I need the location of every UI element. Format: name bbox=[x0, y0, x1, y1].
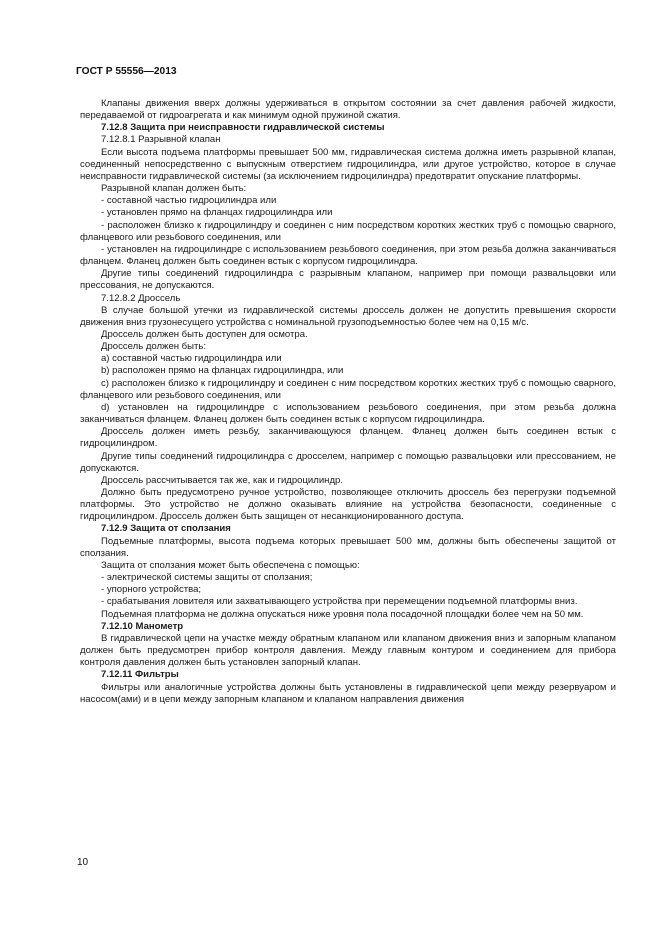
document-header: ГОСТ Р 55556—2013 bbox=[76, 66, 177, 77]
paragraph: Клапаны движения вверх должны удерживаться в открытом состоянии за счет давления рабочей жидкости, передаваемой от гидроагрегата и как минимум одной пружиной сжатия. bbox=[80, 98, 616, 122]
paragraph: Разрывной клапан должен быть: bbox=[101, 183, 247, 195]
list-item: - установлен на гидроцилиндре с использованием резьбового соединения, при этом резьба должна заканчиваться фланцем. Фланец должен быть соединен встык с корпусом гидроцилиндра. bbox=[80, 243, 616, 268]
list-item: - расположен близко к гидроцилиндру и соединен с ним посредством коротких жестких труб с помощью сварного, фланцевого или резьбового соединения, или bbox=[80, 219, 616, 243]
list-item: - срабатывания ловителя или захватывающего устройства при перемещении подъемной платформы вниз. bbox=[101, 596, 578, 608]
list-item: c) расположен близко к гидроцилиндру и соединен с ним посредством коротких жестких труб с помощью сварного, фланцевого или резьбового соединения, или bbox=[80, 377, 616, 401]
list-item: - электрической системы защиты от сползания; bbox=[101, 572, 313, 584]
paragraph: Дроссель должен быть доступен для осмотра. bbox=[101, 328, 308, 340]
paragraph: В гидравлической цепи на участке между обратным клапаном или клапаном движения вниз и запорным клапаном должен быть предусмотрен прибор контроля давления. Между главным контуром и соединением для прибора контроля давления должен быть установлен запорный клапан. bbox=[80, 632, 616, 669]
paragraph: Подъемные платформы, высота подъема которых превышает 500 мм, должны быть обеспечены защитой от сползания. bbox=[80, 535, 616, 559]
document-body bbox=[80, 98, 616, 706]
paragraph: Подъемная платформа не должна опускаться ниже уровня пола посадочной площадки более чем на 50 мм. bbox=[101, 608, 584, 620]
list-item: - составной частью гидроцилиндра или bbox=[101, 195, 277, 207]
page-number: 10 bbox=[77, 857, 89, 868]
subsection-heading: 7.12.8.2 Дроссель bbox=[101, 292, 181, 304]
paragraph: Дроссель рассчитывается так же, как и гидроцилиндр. bbox=[101, 474, 343, 486]
paragraph: Защита от сползания может быть обеспечена с помощью: bbox=[101, 559, 360, 571]
list-item: - установлен прямо на фланцах гидроцилиндра или bbox=[101, 207, 333, 219]
list-item: - упорного устройства; bbox=[101, 584, 202, 596]
section-heading: 7.12.10 Манометр bbox=[101, 620, 184, 632]
paragraph: В случае большой утечки из гидравлической системы дроссель должен не допустить превышения скорости движения вниз грузонесущего устройства с номинальной грузоподъемностью более чем на 0,15 м/с. bbox=[80, 304, 616, 328]
subsection-heading: 7.12.8.1 Разрывной клапан bbox=[101, 134, 221, 146]
list-item: d) установлен на гидроцилиндре с использованием резьбового соединения, при этом резьба должна заканчиваться фланцем. Фланец должен быть соединен встык с корпусом гидроцилиндра. bbox=[80, 401, 616, 426]
paragraph: Дроссель должен иметь резьбу, заканчивающуюся фланцем. Фланец должен быть соединен встык с гидроцилиндром. bbox=[80, 426, 616, 450]
paragraph: Фильтры или аналогичные устройства должны быть установлены в гидравлической цепи между резервуаром и насосом(ами) и в цепи между запорным клапаном и клапаном направления движения bbox=[80, 681, 616, 705]
section-heading: 7.12.11 Фильтры bbox=[101, 669, 179, 681]
paragraph: Другие типы соединений гидроцилиндра с разрывным клапаном, например при помощи развальцовки или прессования, не допускаются. bbox=[80, 268, 616, 292]
list-item: b) расположен прямо на фланцах гидроцилиндра, или bbox=[101, 365, 344, 377]
section-heading: 7.12.9 Защита от сползания bbox=[101, 523, 231, 535]
paragraph: Должно быть предусмотрено ручное устройство, позволяющее отключить дроссель без перегрузки подъемной платформы. Это устройство не должно оказывать влияние на устройства безопасности, соединенные с гидроцилиндром. Дроссель должен быть защищен от несанкционированного доступа. bbox=[80, 487, 616, 523]
paragraph: Если высота подъема платформы превышает 500 мм, гидравлическая система должна иметь разрывной клапан, соединенный непосредственно с выпускным отверстием гидроцилиндра, или другое устройство, которое в случае неисправности гидравлической системы (за исключением гидроцилиндра) предотвратит опускание платформы. bbox=[80, 146, 616, 182]
list-item: a) составной частью гидроцилиндра или bbox=[101, 353, 282, 365]
paragraph: Дроссель должен быть: bbox=[101, 341, 207, 353]
section-heading: 7.12.8 Защита при неисправности гидравлической системы bbox=[101, 122, 385, 134]
paragraph: Другие типы соединений гидроцилиндра с дросселем, например с помощью развальцовки или прессованием, не допускаются. bbox=[80, 450, 616, 474]
